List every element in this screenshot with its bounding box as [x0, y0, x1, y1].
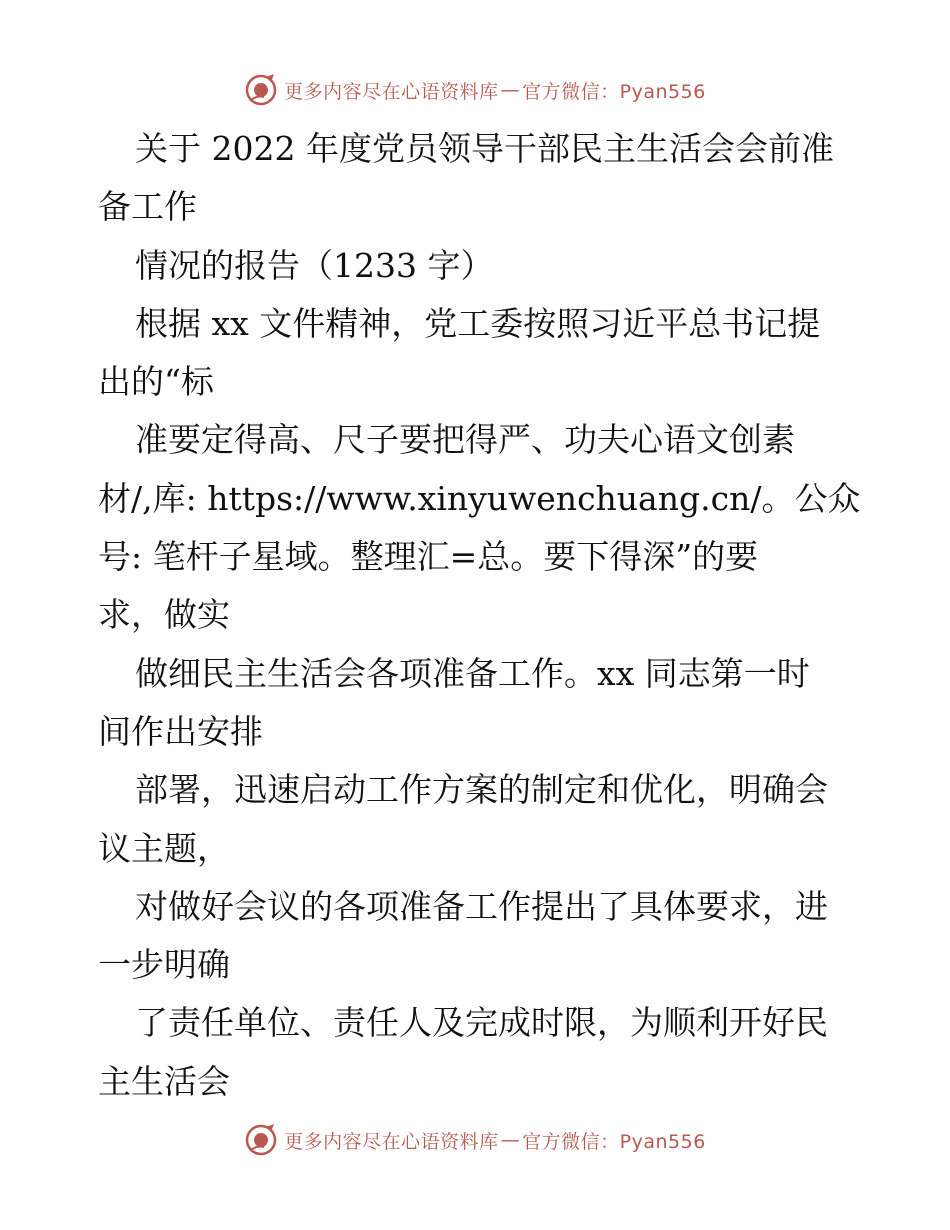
- body-line: 间作出安排: [98, 711, 263, 751]
- body-line: 一步明确: [98, 945, 230, 985]
- body-line: 备工作: [98, 187, 197, 227]
- body-line: 了责任单位、责任人及完成时限，为顺利开好民: [135, 1003, 828, 1043]
- body-line: 对做好会议的各项准备工作提出了具体要求，进: [135, 886, 828, 926]
- body-line: 情况的报告（1233 字）: [135, 245, 494, 285]
- banner-separator: —: [500, 79, 521, 101]
- body-line: 议主题，: [98, 828, 230, 868]
- banner-wechat-text: 官方微信：Pyan556: [522, 1130, 706, 1153]
- banner-brand-text: 更多内容尽在心语资料库: [284, 80, 499, 103]
- body-line: 做细民主生活会各项准备工作。xx 同志第一时: [135, 653, 810, 693]
- body-line: 准要定得高、尺子要把得严、功夫心语文创素: [135, 420, 795, 460]
- banner-separator: —: [500, 1129, 521, 1151]
- body-line: 部署，迅速启动工作方案的制定和优化，明确会: [135, 770, 828, 810]
- body-line: 号: 笔杆子星域。整理汇=总。要下得深”的要: [98, 537, 759, 577]
- footer-banner: [0, 1120, 950, 1160]
- banner-brand-text: 更多内容尽在心语资料库: [284, 1130, 499, 1153]
- pen-logo-icon: [244, 1123, 278, 1157]
- document-body: [98, 120, 861, 1111]
- header-banner: [0, 70, 950, 110]
- pen-logo-icon: [244, 73, 278, 107]
- banner-wechat-text: 官方微信：Pyan556: [522, 80, 706, 103]
- body-line: 出的“标: [98, 362, 214, 402]
- body-line: 材/,库: https://www.xinyuwenchuang.cn/。公众: [98, 478, 861, 518]
- body-line: 求，做实: [98, 595, 230, 635]
- body-line: 关于 2022 年度党员领导干部民主生活会会前准: [135, 129, 834, 168]
- body-line: 根据 xx 文件精神，党工委按照习近平总书记提: [135, 303, 821, 343]
- body-line: 主生活会: [98, 1061, 230, 1101]
